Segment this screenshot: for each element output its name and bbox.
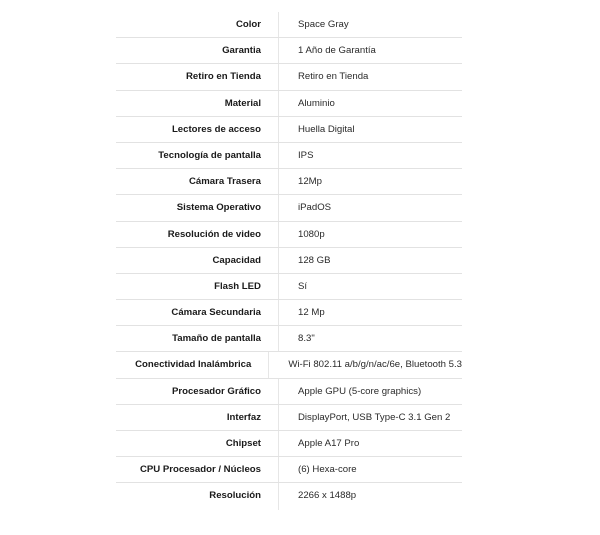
spec-label: Capacidad xyxy=(116,248,279,273)
spec-row-resolucion-de-video xyxy=(116,222,462,248)
spec-label: Resolución de video xyxy=(116,222,279,247)
spec-label: Procesador Gráfico xyxy=(116,379,279,404)
spec-row-camara-secundaria xyxy=(116,300,462,326)
spec-label: Conectividad Inalámbrica xyxy=(116,352,269,377)
spec-value: 1 Año de Garantía xyxy=(298,45,376,57)
spec-row-procesador-grafico xyxy=(116,379,462,405)
spec-value: Sí xyxy=(298,280,308,292)
specifications-table xyxy=(116,12,462,510)
spec-value: Aluminio xyxy=(298,97,335,109)
spec-row-chipset xyxy=(116,431,462,457)
spec-row-color xyxy=(116,12,462,38)
spec-label: Cámara Secundaria xyxy=(116,300,279,325)
spec-value: 12 Mp xyxy=(298,307,325,319)
spec-label: Flash LED xyxy=(116,274,279,299)
spec-value: 12Mp xyxy=(298,176,322,188)
spec-value: 8.3" xyxy=(298,333,315,345)
spec-row-garantia xyxy=(116,38,462,64)
spec-row-tecnologia-de-pantalla xyxy=(116,143,462,169)
spec-value: 1080p xyxy=(298,228,325,240)
spec-label: Material xyxy=(116,91,279,116)
spec-row-conectividad-inalambrica xyxy=(116,352,462,378)
spec-label: Retiro en Tienda xyxy=(116,64,279,89)
spec-label: Lectores de acceso xyxy=(116,117,279,142)
spec-label: Chipset xyxy=(116,431,279,456)
spec-value: IPS xyxy=(298,149,314,161)
spec-label: Interfaz xyxy=(116,405,279,430)
spec-label: Cámara Trasera xyxy=(116,169,279,194)
spec-value: Space Gray xyxy=(298,19,349,30)
spec-label: CPU Procesador / Núcleos xyxy=(116,457,279,482)
spec-label: Tamaño de pantalla xyxy=(116,326,279,351)
spec-value: iPadOS xyxy=(298,202,332,214)
spec-row-camara-trasera xyxy=(116,169,462,195)
spec-row-sistema-operativo xyxy=(116,195,462,221)
spec-label: Garantia xyxy=(116,38,279,63)
spec-value: Apple A17 Pro xyxy=(298,438,360,449)
spec-row-resolucion xyxy=(116,483,462,509)
spec-row-retiro-en-tienda xyxy=(116,64,462,90)
spec-value: Retiro en Tienda xyxy=(298,71,369,83)
spec-label: Resolución xyxy=(116,483,279,509)
spec-value: Apple GPU (5-core graphics) xyxy=(298,385,422,397)
spec-row-interfaz xyxy=(116,405,462,431)
spec-row-cpu-procesador-nucleos xyxy=(116,457,462,483)
spec-label: Tecnología de pantalla xyxy=(116,143,279,168)
spec-row-lectores-de-acceso xyxy=(116,117,462,143)
spec-row-capacidad xyxy=(116,248,462,274)
spec-label: Color xyxy=(116,12,279,37)
spec-row-material xyxy=(116,91,462,117)
spec-value: DisplayPort, USB Type-C 3.1 Gen 2 xyxy=(298,411,451,423)
spec-label: Sistema Operativo xyxy=(116,195,279,220)
spec-value: Wi-Fi 802.11 a/b/g/n/ac/6e, Bluetooth 5.3 xyxy=(288,359,462,371)
spec-value: (6) Hexa-core xyxy=(298,464,357,476)
spec-value: 128 GB xyxy=(298,254,331,266)
spec-value: Huella Digital xyxy=(298,123,355,135)
spec-value: 2266 x 1488p xyxy=(298,490,357,502)
spec-row-flash-led xyxy=(116,274,462,300)
spec-row-tamano-de-pantalla xyxy=(116,326,462,352)
